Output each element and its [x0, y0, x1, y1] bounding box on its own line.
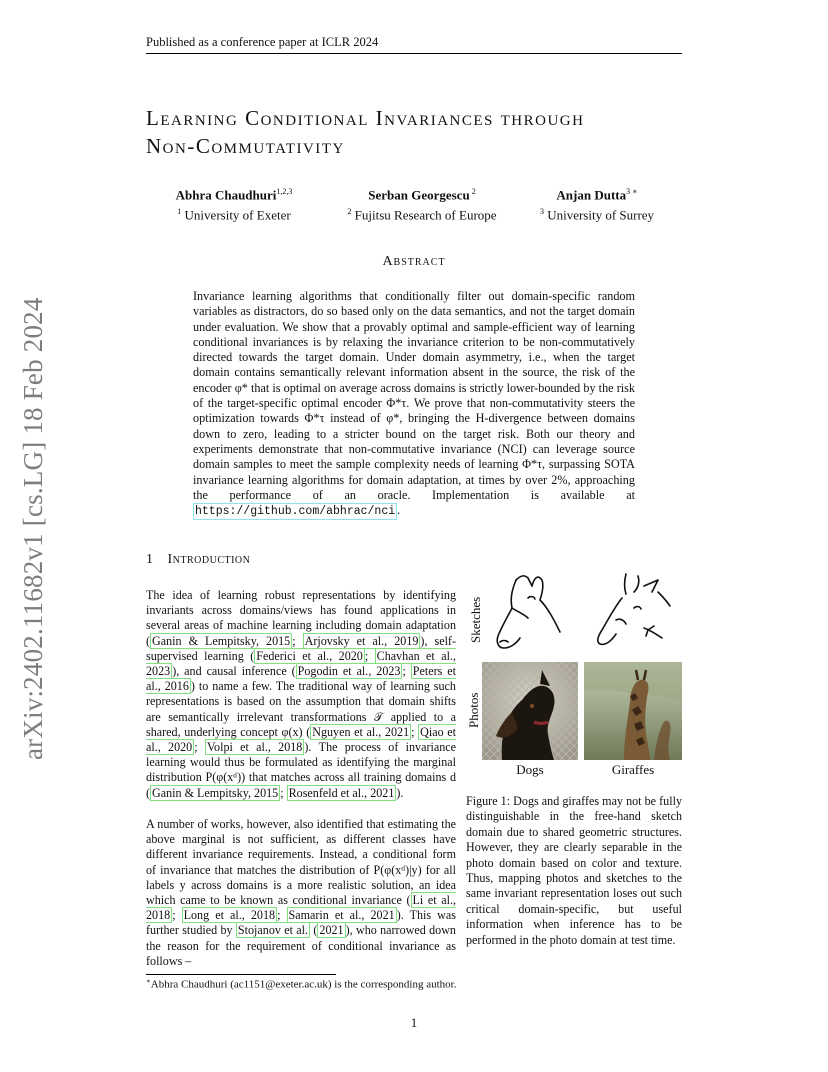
citation-link[interactable]: Volpi et al., 2018 — [206, 740, 303, 755]
citation-link[interactable]: Rosenfeld et al., 2021 — [288, 785, 395, 800]
author-3 — [522, 183, 672, 224]
author-2 — [332, 183, 512, 224]
affil-sup: 2 — [347, 207, 352, 217]
citation-link[interactable]: Federici et al., 2020 — [256, 648, 363, 663]
citation-link[interactable]: Stojanov et al. — [237, 923, 309, 938]
dog-photo-image — [482, 662, 578, 760]
affiliation: University of Exeter — [184, 207, 291, 223]
affil-sup: 3 — [539, 207, 544, 217]
body-text: ; — [194, 740, 205, 755]
citation-link[interactable]: Li et al., 2018 — [146, 893, 456, 923]
section-number: 1 — [146, 552, 154, 567]
citation-link[interactable]: Ganin & Lempitsky, 2015 — [152, 785, 279, 800]
citation-link[interactable]: Nguyen et al., 2021 — [312, 724, 410, 739]
giraffe-photo-image — [584, 662, 682, 760]
body-text: ; — [411, 724, 419, 739]
code-link[interactable]: https://github.com/abhrac/nci — [193, 503, 397, 520]
figure-col-label-dogs: Dogs — [516, 762, 544, 777]
footnote-mark: ∗ — [146, 977, 151, 985]
citation-link[interactable]: Peters et al., 2016 — [146, 664, 456, 694]
footnote — [146, 977, 682, 991]
author-name: Anjan Dutta — [556, 187, 627, 203]
body-text: ) to name a few. The traditional way of learning such representations is based on the assumption that domain shifts are semantically irrelevant transformations 𝒯 applied to a shared, underlying concept φ(x) ( — [146, 679, 456, 739]
citation-link[interactable]: Pogodin et al., 2023 — [297, 664, 401, 679]
page-number: 1 — [410, 1015, 418, 1030]
citation-link[interactable]: Long et al., 2018 — [183, 908, 276, 923]
author-sup: 1,2,3 — [276, 187, 293, 196]
running-header: Published as a conference paper at ICLR 2024 — [146, 35, 379, 49]
footnote-text: Abhra Chaudhuri (ac1151@exeter.ac.uk) is the corresponding author. — [150, 978, 457, 991]
body-text: ). The process of invariance learning would thus be formulated as identifying the marginal distribution P(φ(xᵈ)) that matches across all training domains d ( — [146, 740, 456, 800]
body-text: ; — [402, 664, 411, 679]
citation-link[interactable]: Qiao et al., 2020 — [146, 724, 456, 755]
affil-sup: 1 — [177, 207, 182, 217]
arxiv-stamp: arXiv:2402.11682v1 [cs.LG] 18 Feb 2024 — [18, 297, 48, 760]
body-text: ). This was further studied by — [146, 908, 456, 938]
abstract-heading: Abstract — [382, 254, 446, 269]
author-name: Abhra Chaudhuri — [175, 187, 277, 203]
body-text: ; — [277, 908, 287, 923]
header-rule — [146, 53, 682, 54]
figure-row-label-photos: Photos — [466, 692, 481, 728]
body-text: The idea of learning robust representations by identifying invariants across domains/views has found applications in several areas of machine learning including domain adaptation ( — [146, 588, 456, 648]
giraffe-sketch-image — [588, 568, 684, 658]
section-heading — [146, 552, 250, 568]
author-sup: 2 — [469, 187, 476, 196]
body-text: ; — [292, 633, 303, 648]
body-text: ; — [280, 785, 287, 800]
abstract-body — [193, 289, 635, 520]
citation-link[interactable]: Arjovsky et al., 2019 — [304, 633, 419, 648]
affiliation: Fujitsu Research of Europe — [354, 207, 497, 223]
abstract-end: . — [397, 503, 401, 518]
title-line-2: Non-Commutativity — [146, 134, 345, 158]
body-text: ; — [364, 648, 375, 663]
body-text: ( — [310, 923, 318, 938]
paper-title — [146, 104, 691, 160]
body-text: ). — [396, 785, 404, 800]
figure-caption: Figure 1: Dogs and giraffes may not be fully distinguishable in the free-hand sketch domain due to shared geometric structures. However, they are clearly separable in the photo domain based on color and texture. Thus, mapping photos and sketches to the same invariant representation loses out such critical domain-specific, but useful information when inference has to be performed in the photo domain at test time. — [466, 794, 682, 947]
dog-sketch-image — [488, 568, 578, 658]
body-text: ), self-supervised learning ( — [146, 633, 456, 663]
figure-row-label-sketches: Sketches — [468, 596, 483, 643]
body-text: ; — [172, 908, 182, 923]
citation-link[interactable]: Chavhan et al., 2023 — [146, 648, 456, 679]
affiliation: University of Surrey — [547, 207, 655, 223]
citation-link[interactable]: Samarin et al., 2021 — [288, 908, 395, 923]
intro-paragraph-1 — [146, 588, 456, 801]
body-text: ), and causal inference ( — [172, 664, 296, 679]
abstract-text: Invariance learning algorithms that conditionally filter out domain-specific random variables as distractors, do so based only on the data semantics, and not the target domain under evaluation. We show that a provably optimal and sample-efficient way of learning conditional invariances is by relaxing the invariance criterion to be non-commutatively directed towards the target domain. Under domain asymmetry, i.e., when the target domain contains semantically relevant information absent in the source, the risk of the encoder φ* that is optimal on average across domains is strictly lower-bounded by the risk of the target-specific optimal encoder Φ*τ. We prove that non-commutativity steers the optimization towards Φ*τ instead of φ*, bringing the H-divergence between domains down to zero, leading to a stricter bound on the target risk. Both our theory and experiments demonstrate that non-commutative invariance (NCI) can leverage source domain samples to meet the sample complexity needs of learning Φ*τ, surpassing SOTA invariance learning algorithms for domain adaptation, at times by over 2%, approaching the performance of an oracle. Implementation is available at — [193, 289, 635, 502]
intro-paragraph-2 — [146, 817, 456, 969]
body-text: A number of works, however, also identified that estimating the above marginal is not sufficient, as different classes have different invariance requirements. Instead, a conditional form of invariance that matches the distribution of P(φ(xᵈ)|y) for all labels y across domains is a more realistic solution, an idea which came to be known as conditional invariance ( — [146, 817, 456, 908]
title-line-1: Learning Conditional Invariances through — [146, 106, 585, 130]
author-name: Serban Georgescu — [368, 187, 470, 203]
author-sup: 3 ∗ — [626, 187, 638, 196]
body-text: ), who narrowed down the reason for the requirement of conditional invariance as follows – — [146, 923, 456, 968]
figure-col-label-giraffes: Giraffes — [611, 762, 655, 777]
citation-link[interactable]: 2021 — [319, 923, 344, 938]
section-title: Introduction — [167, 552, 251, 567]
author-1 — [146, 183, 322, 224]
citation-link[interactable]: Ganin & Lempitsky, 2015 — [152, 633, 291, 648]
footnote-rule — [146, 974, 336, 975]
